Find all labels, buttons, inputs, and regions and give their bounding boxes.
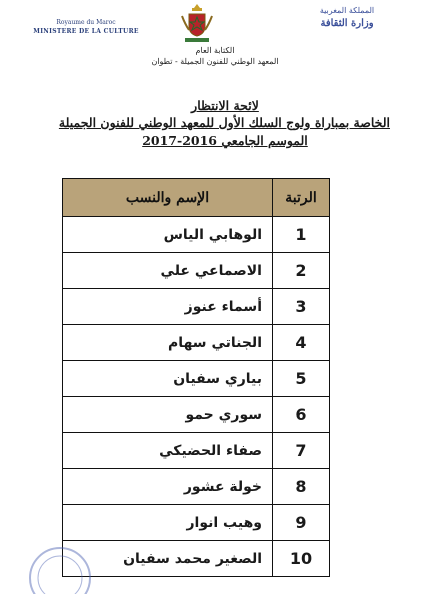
- rank-cell: 2: [273, 253, 330, 289]
- ministry-label-ar: وزارة الثقافة: [320, 17, 374, 29]
- table-row: [63, 541, 330, 577]
- header-right: [287, 6, 407, 30]
- name-cell: بياري سفيان: [63, 361, 273, 397]
- institution-header: [110, 46, 320, 68]
- coat-of-arms-icon: [178, 2, 216, 44]
- table-header-row: [63, 179, 330, 217]
- name-cell: أسماء عنوز: [63, 289, 273, 325]
- official-stamp-icon: [24, 540, 94, 594]
- title-line-1: لائحة الانتظار: [191, 98, 259, 113]
- table-row: [63, 289, 330, 325]
- rank-cell: 10: [273, 541, 330, 577]
- rank-cell: 8: [273, 469, 330, 505]
- name-column-header: الإسم والنسب: [63, 179, 273, 217]
- name-cell: الصغير محمد سفيان: [63, 541, 273, 577]
- document-title: [60, 98, 390, 150]
- rank-cell: 5: [273, 361, 330, 397]
- table-row: [63, 325, 330, 361]
- rank-cell: 4: [273, 325, 330, 361]
- rank-cell: 3: [273, 289, 330, 325]
- table-row: [63, 469, 330, 505]
- name-cell: سوري حمو: [63, 397, 273, 433]
- name-cell: الوهابي الياس: [63, 217, 273, 253]
- kingdom-label-ar: المملكة المغربية: [319, 6, 375, 15]
- table-row: [63, 217, 330, 253]
- rank-cell: 6: [273, 397, 330, 433]
- rank-cell: 7: [273, 433, 330, 469]
- ministry-label-fr: MINISTERE DE LA CULTURE: [33, 28, 139, 35]
- table-row: [63, 397, 330, 433]
- table-row: [63, 505, 330, 541]
- table-row: [63, 433, 330, 469]
- title-line-2: الخاصة بمباراة ولوج السلك الأول للمعهد الوطني للفنون الجميلة: [58, 115, 390, 130]
- name-cell: خولة عشور: [63, 469, 273, 505]
- name-cell: الجناتي سهام: [63, 325, 273, 361]
- name-cell: وهيب انوار: [63, 505, 273, 541]
- name-cell: صفاء الحضيكي: [63, 433, 273, 469]
- header-left: [26, 18, 146, 36]
- name-cell: الاصماعي علي: [63, 253, 273, 289]
- rank-column-header: الرتبة: [273, 179, 330, 217]
- table-row: [63, 361, 330, 397]
- rank-cell: 9: [273, 505, 330, 541]
- secretariat-label: الكتابة العام: [195, 46, 235, 55]
- rank-cell: 1: [273, 217, 330, 253]
- kingdom-label-fr: Royaume du Maroc: [56, 19, 116, 26]
- waiting-list-table: [62, 178, 330, 577]
- institute-label: المعهد الوطني للفنون الجميلة - تطوان: [151, 56, 279, 66]
- title-line-3: الموسم الجامعي 2016-2017: [142, 133, 308, 148]
- table-row: [63, 253, 330, 289]
